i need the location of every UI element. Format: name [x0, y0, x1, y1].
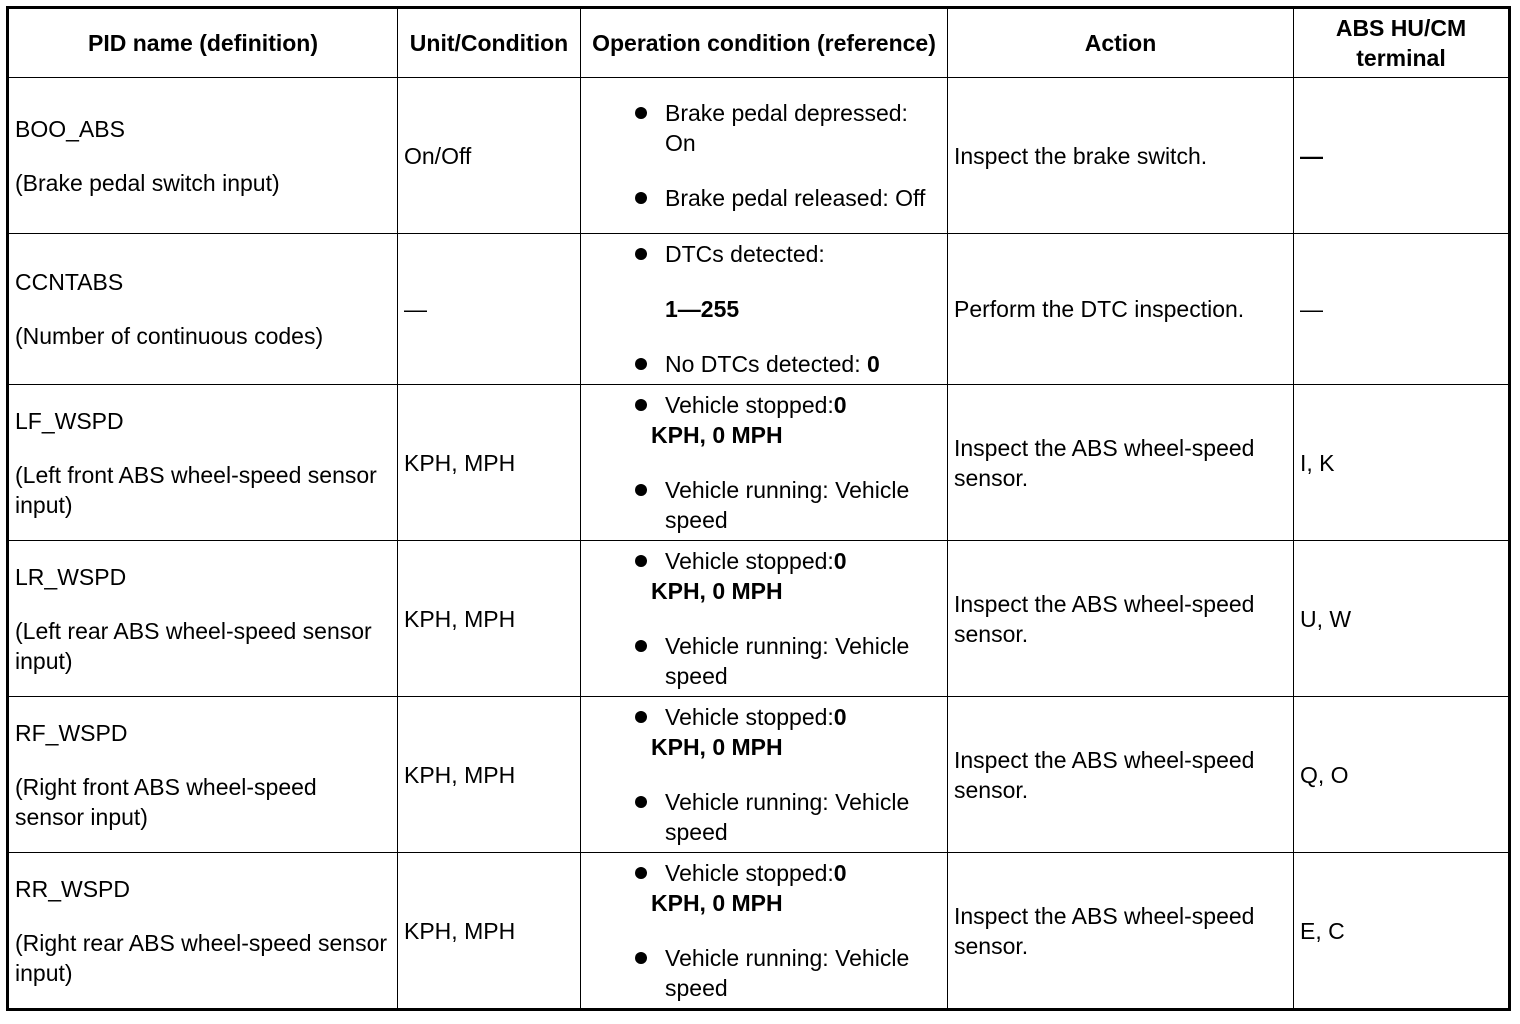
- bullet-icon: [635, 555, 647, 567]
- condition-list: [587, 858, 941, 1003]
- terminal-cell: U, W: [1294, 541, 1510, 697]
- header-action: Action: [948, 8, 1294, 78]
- pid-definition: (Left rear ABS wheel-speed sensor input): [15, 617, 372, 674]
- table-row: [8, 853, 1510, 1010]
- header-pid-name: PID name (definition): [8, 8, 398, 78]
- pid-cell: [8, 385, 398, 541]
- bullet-icon: [635, 867, 647, 879]
- bullet-icon: [635, 248, 647, 260]
- condition-item: Brake pedal released: Off: [665, 183, 941, 213]
- pid-name: BOO_ABS: [15, 115, 125, 142]
- pid-name: LF_WSPD: [15, 407, 124, 434]
- bullet-icon: [635, 952, 647, 964]
- terminal-cell: E, C: [1294, 853, 1510, 1010]
- condition-item: DTCs detected: 1—255: [665, 239, 941, 324]
- condition-list: [587, 546, 941, 691]
- bullet-icon: [635, 640, 647, 652]
- unit-cell: On/Off: [398, 78, 581, 234]
- condition-item: Brake pedal depressed: On: [665, 98, 941, 158]
- condition-item: Vehicle running: Vehicle speed: [665, 787, 941, 847]
- header-operation-condition: Operation condition (reference): [581, 8, 948, 78]
- unit-cell: KPH, MPH: [398, 541, 581, 697]
- condition-item: Vehicle stopped:0 KPH, 0 MPH: [665, 546, 941, 606]
- pid-cell: [8, 541, 398, 697]
- pid-definition: (Right front ABS wheel-speed sensor input): [15, 773, 317, 830]
- bullet-icon: [635, 484, 647, 496]
- pid-cell: [8, 697, 398, 853]
- condition-item: Vehicle stopped:0 KPH, 0 MPH: [665, 858, 941, 918]
- header-row: [8, 8, 1510, 78]
- action-cell: Inspect the brake switch.: [948, 78, 1294, 234]
- terminal-cell: —: [1294, 78, 1510, 234]
- action-cell: Inspect the ABS wheel-speed sensor.: [948, 697, 1294, 853]
- header-unit-condition: Unit/Condition: [398, 8, 581, 78]
- pid-cell: [8, 234, 398, 385]
- unit-cell: KPH, MPH: [398, 697, 581, 853]
- condition-item: Vehicle running: Vehicle speed: [665, 631, 941, 691]
- pid-definition: (Left front ABS wheel-speed sensor input): [15, 461, 377, 518]
- action-cell: Inspect the ABS wheel-speed sensor.: [948, 853, 1294, 1010]
- table-row: [8, 385, 1510, 541]
- table-row: [8, 697, 1510, 853]
- pid-definition: (Right rear ABS wheel-speed sensor input): [15, 929, 388, 986]
- operation-cell: [581, 697, 948, 853]
- bullet-icon: [635, 358, 647, 370]
- bullet-icon: [635, 796, 647, 808]
- pid-cell: [8, 853, 398, 1010]
- condition-item: Vehicle running: Vehicle speed: [665, 943, 941, 1003]
- table-row: [8, 234, 1510, 385]
- action-cell: Perform the DTC inspection.: [948, 234, 1294, 385]
- table-row: [8, 78, 1510, 234]
- terminal-cell: —: [1294, 234, 1510, 385]
- pid-definition: (Brake pedal switch input): [15, 169, 280, 196]
- bullet-icon: [635, 711, 647, 723]
- bullet-icon: [635, 399, 647, 411]
- operation-cell: [581, 385, 948, 541]
- table-row: [8, 541, 1510, 697]
- pid-name: LR_WSPD: [15, 563, 127, 590]
- bullet-icon: [635, 192, 647, 204]
- condition-item: No DTCs detected: 0: [665, 349, 941, 379]
- pid-table: [6, 6, 1511, 1011]
- action-cell: Inspect the ABS wheel-speed sensor.: [948, 541, 1294, 697]
- condition-list: [587, 390, 941, 535]
- condition-list: [587, 702, 941, 847]
- header-terminal: ABS HU/CM terminal: [1294, 8, 1510, 78]
- condition-item: Vehicle stopped:0 KPH, 0 MPH: [665, 702, 941, 762]
- action-cell: Inspect the ABS wheel-speed sensor.: [948, 385, 1294, 541]
- operation-cell: [581, 853, 948, 1010]
- pid-definition: (Number of continuous codes): [15, 323, 324, 349]
- operation-cell: [581, 78, 948, 234]
- operation-cell: [581, 541, 948, 697]
- unit-cell: KPH, MPH: [398, 385, 581, 541]
- unit-cell: KPH, MPH: [398, 853, 581, 1010]
- pid-name: RR_WSPD: [15, 875, 131, 902]
- condition-item: Vehicle stopped:0 KPH, 0 MPH: [665, 390, 941, 450]
- terminal-cell: I, K: [1294, 385, 1510, 541]
- pid-name: CCNTABS: [15, 269, 124, 295]
- pid-cell: [8, 78, 398, 234]
- operation-cell: [581, 234, 948, 385]
- condition-list: [587, 98, 941, 213]
- unit-cell: —: [398, 234, 581, 385]
- pid-name: RF_WSPD: [15, 719, 128, 746]
- terminal-cell: Q, O: [1294, 697, 1510, 853]
- condition-item: Vehicle running: Vehicle speed: [665, 475, 941, 535]
- condition-list: [587, 239, 941, 379]
- bullet-icon: [635, 107, 647, 119]
